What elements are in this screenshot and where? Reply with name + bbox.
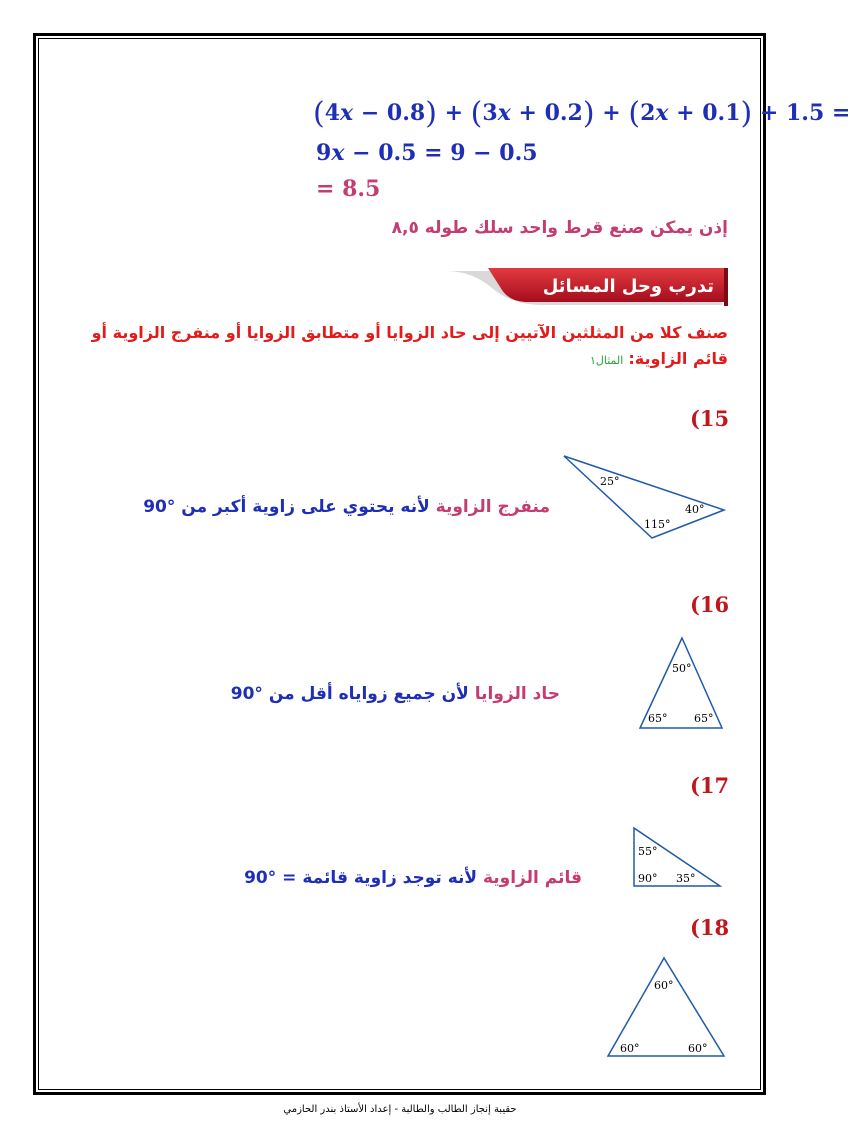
angle-16-c: 65°	[694, 712, 714, 725]
problem-number-16: (16	[690, 592, 730, 617]
angle-18-b: 60°	[620, 1042, 640, 1055]
triangle-17	[630, 824, 725, 890]
instruction-line-2: قائم الزاوية: المثال١	[589, 349, 728, 368]
page-border-inner	[38, 38, 761, 1090]
angle-16-a: 50°	[672, 662, 692, 675]
triangle-16	[636, 634, 726, 732]
problem-number-15: (15	[690, 406, 730, 431]
angle-18-a: 60°	[654, 979, 674, 992]
problem-number-18: (18	[690, 915, 730, 940]
answer-15: منفرج الزاوية لأنه يحتوي على زاوية أكبر من 90°	[143, 497, 550, 517]
angle-16-b: 65°	[648, 712, 668, 725]
angle-17-a: 55°	[638, 845, 658, 858]
instruction-line-1: صنف كلا من المثلثين الآتيين إلى حاد الزوايا أو متطابق الزوايا أو منفرج الزاوية أو	[91, 323, 728, 342]
problem-number-17: (17	[690, 773, 730, 798]
conclusion-text: إذن يمكن صنع قرط واحد سلك طوله ٨,٥	[391, 218, 728, 238]
answer-16: حاد الزوايا لأن جميع زواياه أقل من 90°	[230, 684, 560, 704]
equation-line-2: 9x − 0.5 = 9 − 0.5	[316, 140, 538, 166]
angle-15-b: 40°	[685, 503, 705, 516]
angle-15-c: 115°	[644, 518, 671, 531]
triangle-15	[560, 452, 730, 544]
answer-17: قائم الزاوية لأنه توجد زاوية قائمة = 90°	[244, 868, 582, 888]
section-banner-title: تدرب وحل المسائل	[542, 276, 714, 297]
angle-15-a: 25°	[600, 475, 620, 488]
angle-18-c: 60°	[688, 1042, 708, 1055]
equation-line-3: = 8.5	[316, 176, 381, 202]
triangle-18	[604, 954, 728, 1060]
equation-line-1: (4x − 0.8) + (3x + 0.2) + (2x + 0.1) + 1.5 =	[313, 96, 850, 131]
page-footer: حقيبة إنجاز الطالب والطالبة - إعداد الأستاذ بندر الحازمي	[283, 1104, 517, 1115]
angle-17-b: 90°	[638, 872, 658, 885]
angle-17-c: 35°	[676, 872, 696, 885]
